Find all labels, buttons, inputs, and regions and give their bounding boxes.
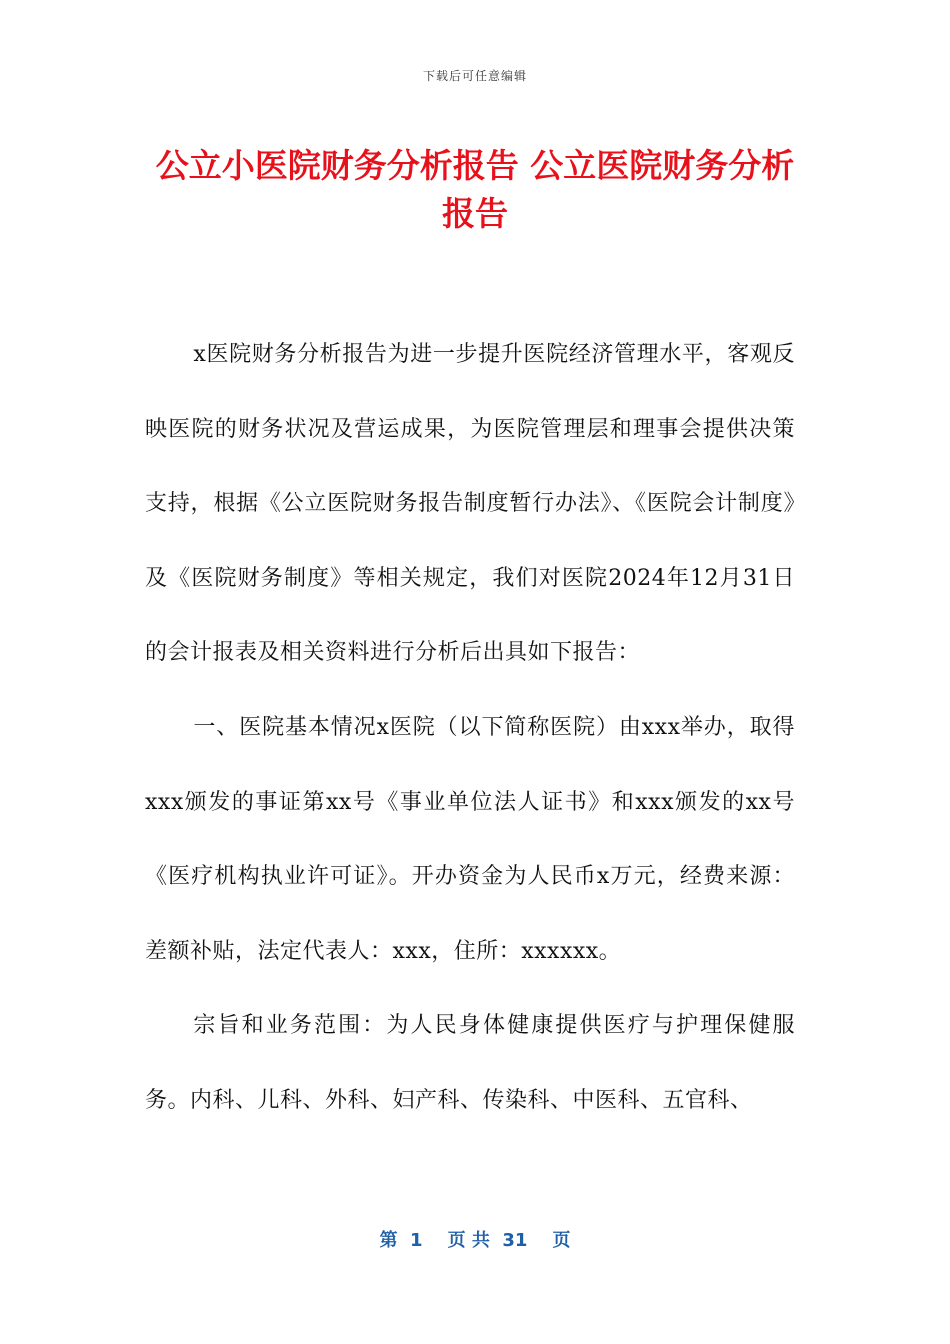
paragraph-intro: x医院财务分析报告为进一步提升医院经济管理水平，客观反映医院的财务状况及营运成果，为医院管理层和理事会提供决策支持，根据《公立医院财务报告制度暂行办法》、《医院会计制度》及《医院财务制度》等相关规定，我们对医院2024年12月31日的会计报表及相关资料进行分析后出具如下报告： (145, 342, 795, 666)
header-note: 下载后可任意编辑 (422, 69, 527, 83)
paragraph-basic-info: 一、医院基本情况x医院（以下简称医院）由xxx举办，取得xxx颁发的事证第xx号《事业单位法人证书》和xxx颁发的xx号《医疗机构执业许可证》。开办资金为人民币x万元，经费来源：差额补贴，法定代表人：xxx，住所：xxxxxx。 (145, 714, 795, 964)
page-number-footer: 第 1 页 共 31 页 (379, 1230, 571, 1251)
paragraph-business-scope: 宗旨和业务范围：为人民身体健康提供医疗与护理保健服务。内科、儿科、外科、妇产科、传染科、中医科、五官科、 (145, 1013, 795, 1113)
document-body (145, 318, 795, 1139)
document-title: 公立小医院财务分析报告 公立医院财务分析报告 (155, 146, 795, 233)
